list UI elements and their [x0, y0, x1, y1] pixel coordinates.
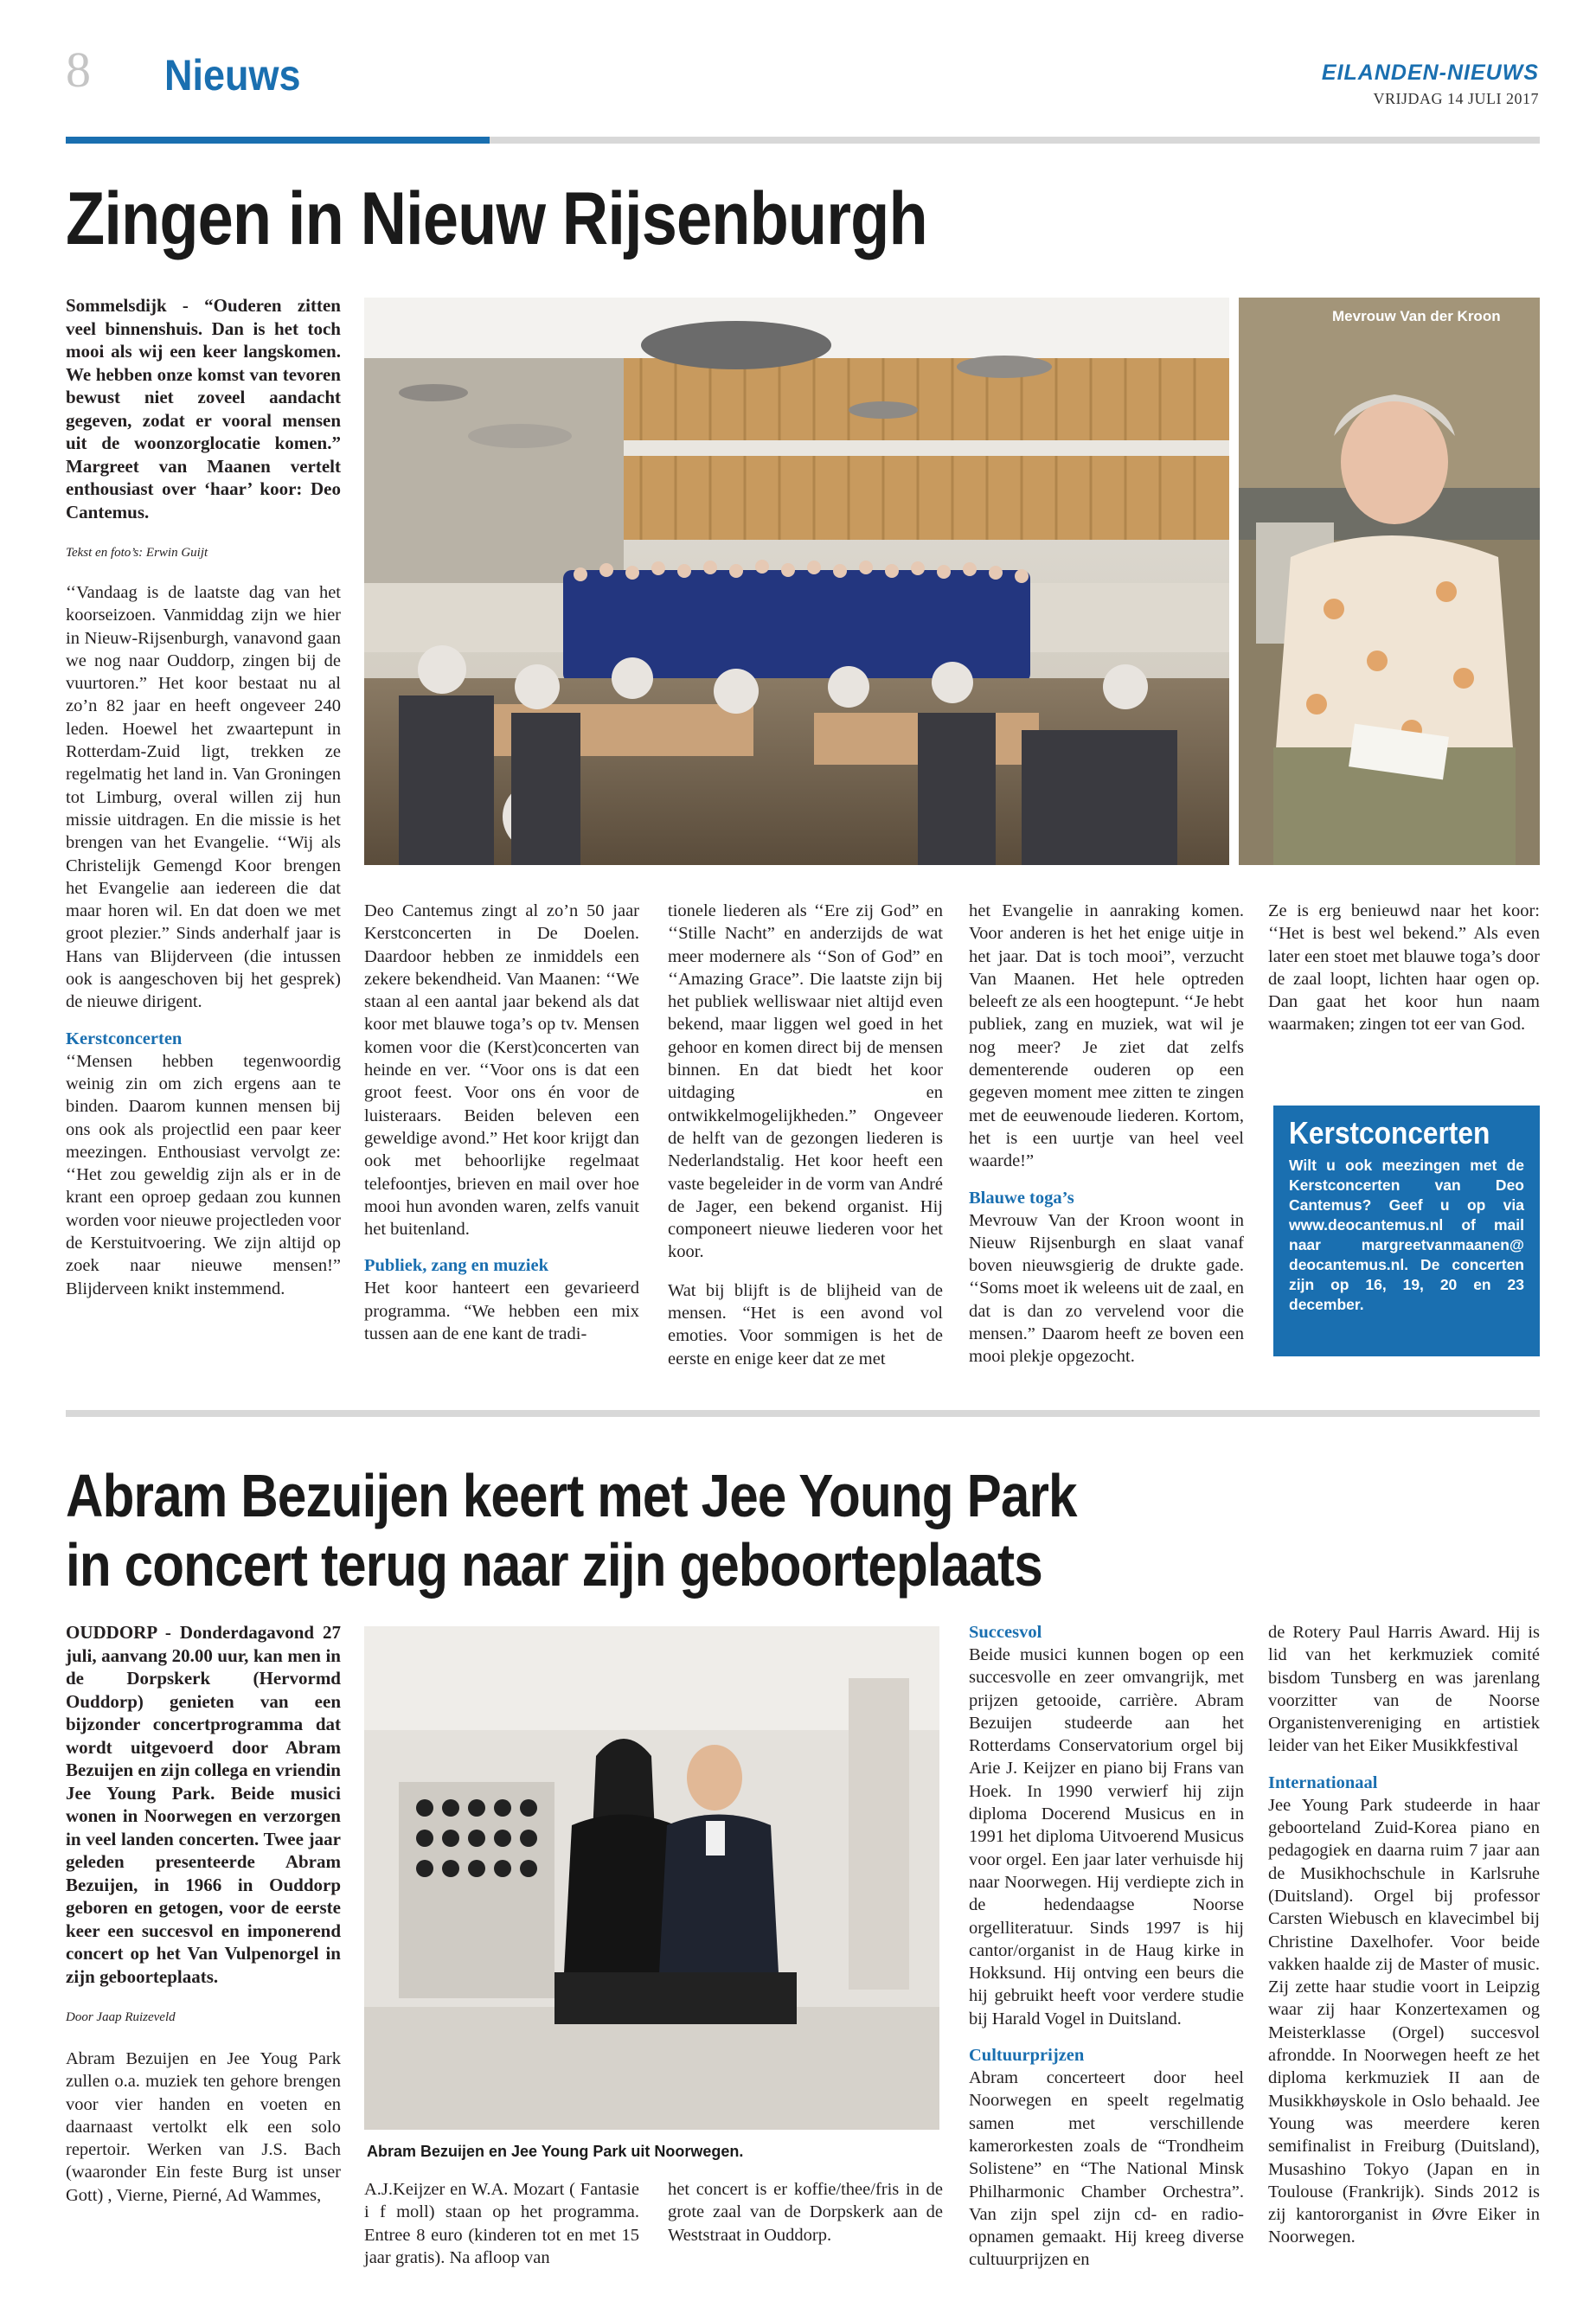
- newspaper-logo: EILANDEN-NIEUWS: [1321, 61, 1539, 85]
- article2-col1: [66, 1621, 341, 2207]
- subheading-cultuurprijzen: Cultuurprijzen: [969, 2046, 1085, 2066]
- section-title: Nieuws: [164, 51, 301, 99]
- paragraph: ‘‘Mensen hebben tegenwoordig weinig zin om zich ergens aan te binden. Daarom kunnen mensen bij ons ook als projectlid een paar keer meezingen. Enthousiast vervolgt ze: ‘‘Het zou geweldig zijn als er in de krant een oproep gedaan zou kunnen worden voor nieuwe projectleden voor de Kerstuitvoering. We zijn altijd op zoek naar nieuwe mensen!” Blijderveen knikt instemmend.: [66, 1051, 341, 1298]
- kerstconcerten-box: [1273, 1106, 1540, 1356]
- article1-col1-body: [66, 581, 341, 1300]
- article-separator: [66, 1410, 1540, 1417]
- subheading-kerstconcerten: Kerstconcerten: [66, 1029, 183, 1048]
- subheading-publiek: Publiek, zang en muziek: [364, 1256, 548, 1276]
- article2-col5: [1268, 1621, 1540, 2249]
- subheading-blauwe-togas: Blauwe toga’s: [969, 1188, 1074, 1208]
- paragraph: het Evangelie in aanraking komen. Voor anderen is het het enige uitje in het jaar. Dat is toch mooi”, verzucht Van Maanen. Het hele optreden beleeft ze als een hoogtepunt. ‘‘Je hebt publiek, zang en muziek, wat wil je nog meer? Je ziet dat zelfs dementerende ouderen op een gegeven moment mee zitten te zingen met de eeuwenoude liederen. Kortom, het is een uurtje van heel veel waarde!”: [969, 901, 1244, 1171]
- article1-col5: [1268, 900, 1540, 1036]
- paragraph: Wat bij blijft is de blijheid van de mensen. “Het is een avond vol emoties. Voor sommigen is het de eerste en enige keer dat ze met: [668, 1280, 943, 1368]
- article1-col2: [364, 900, 639, 1345]
- paragraph: Abram concerteert door heel Noorwegen en speelt regelmatig samen met verschillende kamerorkesten zoals de “Trondheim Solistene” en “The National Minsk Philharmonic Chamber Orchestra”. Van zijn spel zijn cd- en radio-opnamen gemaakt. Hij kreeg diverse cultuurprijzen en: [969, 2068, 1244, 2270]
- paragraph: Abram Bezuijen en Jee Youg Park zullen o.a. muziek ten gehore brengen voor vier handen en voeten en daarnaast vertolkt elk een solo repertoir. Werken van J.S. Bach (waaronder Ein feste Burg ist unser Gott) , Vierne, Pierné, Ad Wammes,: [66, 2049, 341, 2205]
- portrait-caption: Mevrouw Van der Kroon: [1332, 308, 1501, 324]
- paragraph: A.J.Keijzer en W.A. Mozart ( Fantasie i f moll) staan op het programma. Entree 8 euro (kinderen tot en met 15 jaar gratis). Na afloop van: [364, 2180, 639, 2267]
- article2-lead: OUDDORP - Donderdagavond 27 juli, aanvang 20.00 uur, kan men in de Dorpskerk (Hervormd Ouddorp) genieten van een bijzonder concertprogramma dat wordt uitgevoerd door Abram Bezuijen en zijn collega en vriendin Jee Young Park. Beide musici wonen in Noorwegen en verzorgen in veel landen concerten. Twee jaar geleden presenteerde Abram Bezuijen, in 1966 in Ouddorp geboren en getogen, voor de eerste keer een succesvol en imponerend concert op het Van Vulpenorgel in zijn geboorteplaats.: [66, 1622, 341, 1987]
- headline-line: in concert terug naar zijn geboorteplaats: [66, 1530, 1042, 1599]
- paragraph: Beide musici kunnen bogen op een succesvolle en zeer omvangrijk, met prijzen getooide, carrière. Abram Bezuijen studeerde aan het Rotterdams Conservatorium orgel bij Arie J. Keijzer en piano bij Frans van Hoek. In 1990 verwierf hij zijn diploma Docerend Musicus en in 1991 het diploma Uitvoerend Musicus voor orgel. Een jaar later verhuisde hij naar Noorwegen. Hij verdiepte zich in de hedendaagse Noorse orgelliteratuur. Sinds 1997 is hij cantor/organist in de Haug kirke in Hokksund. Hij ontving een beurs die hij gebruikt heeft voor verdere studie bij Harald Vogel in Duitsland.: [969, 1645, 1244, 2029]
- subheading-internationaal: Internationaal: [1268, 1772, 1378, 1792]
- article2-col2: [364, 2178, 639, 2269]
- article1-col3: [668, 900, 943, 1370]
- page-number: 8: [66, 42, 91, 98]
- article1-col4: [969, 900, 1244, 1368]
- issue-date: VRIJDAG 14 JULI 2017: [1373, 90, 1539, 107]
- organists-photo: [364, 1626, 939, 2130]
- headline-line: Abram Bezuijen keert met Jee Young Park: [66, 1462, 1077, 1529]
- subheading-succesvol: Succesvol: [969, 1623, 1042, 1642]
- article1-credit: Tekst en foto’s: Erwin Guijt: [66, 546, 208, 560]
- article2-credit: Door Jaap Ruizeveld: [66, 2010, 176, 2024]
- paragraph: Ze is erg benieuwd naar het koor: ‘‘Het is best wel bekend.” Als even later een stoet met blauwe toga’s door de zaal loopt, lichten haar ogen op. Dan gaat het koor hun naam waarmaken; zingen tot eer van God.: [1268, 901, 1540, 1035]
- choir-photo: [364, 298, 1229, 865]
- paragraph: Deo Cantemus zingt al zo’n 50 jaar Kerstconcerten in De Doelen. Daardoor hebben ze inmiddels een zekere bekendheid. Van Maanen: ‘‘We staan al een aantal jaar bekend als dat koor met blauwe toga’s op tv. Mensen komen voor die (Kerst)concerten van heinde en ver. ‘‘Voor ons is dat een groot feest. Voor ons én voor de luisteraars. Beiden beleven een geweldige avond.” Het koor krijgt dan ook met behoorlijke regelmaat telefoontjes, brieven en mail over hoe mooi hun avonden waren, zelfs vanuit het buitenland.: [364, 901, 639, 1240]
- article2-col1-body: [66, 2048, 341, 2207]
- box-text: Wilt u ook meezingen met de Kerstconcerten van Deo Cantemus? Geef u op via www.deocantemus.nl of mail naar margreetvanmaanen@ deocantemus.nl. De concerten zijn op 16, 19, 20 en 23 december.: [1289, 1156, 1524, 1313]
- paragraph: de Rotery Paul Harris Award. Hij is lid van het kerkmuziek comité bisdom Tunsberg en was jarenlang voorzitter van de Noorse Organistenvereniging en artistiek leider van het Eiker Musikkfestival: [1268, 1623, 1540, 1756]
- box-title: Kerstconcerten: [1289, 1115, 1490, 1150]
- article1-lead: Sommelsdijk - “Ouderen zitten veel binnenshuis. Dan is het toch mooi als wij een keer langskomen. We hebben onze komst van tevoren bewust niet zoveel aandacht gegeven, zodat er vooral mensen uit de woonzorglocatie komen.” Margreet van Maanen vertelt enthousiast over ‘haar’ koor: Deo Cantemus.: [66, 295, 341, 522]
- paragraph: Het koor hanteert een gevarieerd programma. “We hebben een mix tussen aan de ene kant de tradi-: [364, 1279, 639, 1344]
- paragraph: Mevrouw Van der Kroon woont in Nieuw Rijsenburgh en slaat vanaf boven nieuwsgierig de drukte gade. ‘‘Soms moet ik weleens uit de zaal, en dat is dan zo vervelend voor die mensen.” Daarom heeft ze boven een mooi plekje opgezocht.: [969, 1210, 1244, 1367]
- article1-headline: Zingen in Nieuw Rijsenburgh: [66, 177, 927, 260]
- portrait-photo: [1239, 298, 1540, 865]
- header-rule-accent: [66, 137, 490, 144]
- organists-caption: Abram Bezuijen en Jee Young Park uit Noorwegen.: [367, 2143, 744, 2160]
- paragraph: ‘‘Vandaag is de laatste dag van het koorseizoen. Vanmiddag zijn we hier in Nieuw-Rijsenburgh, vanavond gaan we nog naar Ouddorp, zingen bij de vuurtoren.” Het koor bestaat nu al zo’n 82 jaar en heeft ongeveer 240 leden. Hoewel het zwaartepunt in Rotterdam-Zuid ligt, trekken ze regelmatig het land in. Van Groningen tot Limburg, overal willen zij hun missie uitdragen. En die missie is het brengen van het Evangelie. ‘‘Wij als Christelijk Gemengd Koor brengen het Evangelie aan iedereen die dat maar horen wil. En dat doen we met groot plezier.” Sinds anderhalf jaar is Hans van Blijderveen (die intussen ook is aangeschoven bij het gesprek) de nieuwe dirigent.: [66, 583, 341, 1012]
- article2-headline: [66, 1462, 1077, 1600]
- article2-col4: [969, 1621, 1244, 2272]
- paragraph: tionele liederen als ‘‘Ere zij God” en ‘‘Stille Nacht” en anderzijds de wat meer modernere als ‘‘Son of God” en ‘‘Amazing Grace”. Die laatste zijn bij het publiek welliswaar niet altijd even bekend, maar liggen wel goed in het gehoor en komen direct bij de mensen binnen. En dat biedt het koor uitdaging en ontwikkelmogelijkheden.” Ongeveer de helft van de gezongen liederen is Nederlandstalig. Het koor heeft een vaste begeleider in de vorm van André de Jager, een bekend organist. Hij componeert nieuwe liederen voor het koor.: [668, 901, 943, 1262]
- paragraph: het concert is er koffie/thee/fris in de grote zaal van de Dorpskerk aan de Weststraat in Ouddorp.: [668, 2180, 943, 2245]
- paragraph: Jee Young Park studeerde in haar geboorteland Zuid-Korea piano en pedagogiek en daarna ruim 7 jaar aan de Musikhochschule in Karlsruhe (Duitsland). Orgel bij professor Carsten Wiebusch en klavecimbel bij Christine Daxelhofer. Voor beide vakken haalde zij de Master of music. Zij zette haar studie voort in Leipzig waar zij haar Konzertexamen og Meisterklasse (Orgel) succesvol afrondde. In Noorwegen heeft ze het diploma kerkmuziek II aan de Musikkhøyskole in Oslo behaald. Jee Young was meerdere keren semifinalist in Freiburg (Duitsland), Musashino Tokyo (Japan en in Toulouse (Frankrijk). Sinds 2012 is zij kantororganist in Øvre Eiker in Noorwegen.: [1268, 1795, 1540, 2247]
- article2-col3: [668, 2178, 943, 2247]
- article1-col1: [66, 294, 341, 1300]
